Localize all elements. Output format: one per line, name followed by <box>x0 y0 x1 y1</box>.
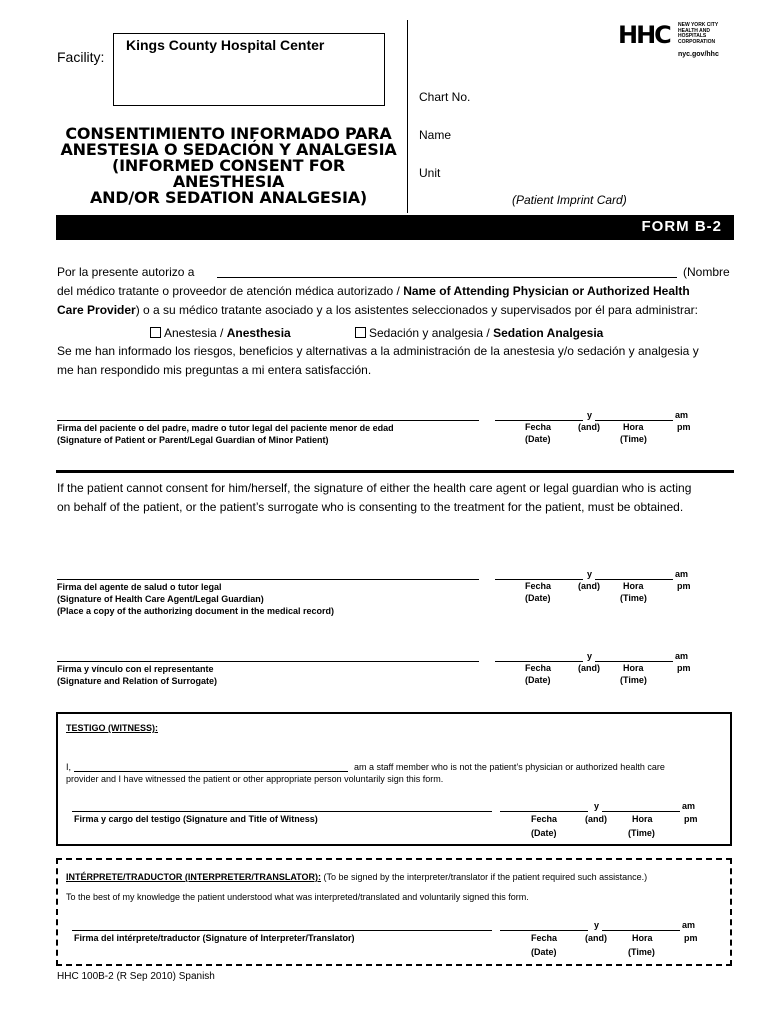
interpreter-statement: To the best of my knowledge the patient understood what was interpreted/translated and voluntarily signed this form. <box>66 892 529 902</box>
witness-signature-label: Firma y cargo del testigo (Signature and Title of Witness) <box>74 814 318 824</box>
interpreter-note: (To be signed by the interpreter/translator if the patient required such assistance.) <box>321 872 648 882</box>
consent-line3: Care Provider) o a su médico tratante asociado y a los asistentes seleccionados y supervisados por él para administrar: <box>57 303 698 317</box>
unit-label: Unit <box>419 166 441 180</box>
witness-statement-1: am a staff member who is not the patient’s physician or authorized health care <box>354 762 665 772</box>
facility-box[interactable] <box>113 33 385 106</box>
interpreter-heading-line <box>66 871 647 883</box>
section-divider <box>56 470 734 473</box>
informed-line1: Se me han informado los riesgos, beneficios y alternativas a la administración de la anestesia y/o sedación y analgesia y <box>57 344 699 358</box>
interpreter-heading: INTÉRPRETE/TRADUCTOR (INTERPRETER/TRANSLATOR): <box>66 872 321 882</box>
form-footer: HHC 100B-2 (R Sep 2010) Spanish <box>57 971 215 982</box>
surrogate-signature-line[interactable] <box>57 661 479 662</box>
interpreter-date-time: y am Fecha (Date) (and) Hora (Time) pm <box>500 919 710 959</box>
informed-line2: me han respondido mis preguntas a mi entera satisfacción. <box>57 363 372 377</box>
hhc-logo-url: nyc.gov/hhc <box>678 51 719 58</box>
cannot-consent-line2: on behalf of the patient, or the patient’s surrogate who is consenting to the treatment for the patient, must be obtained. <box>57 500 684 514</box>
witness-date-time: y am Fecha (Date) (and) Hora (Time) pm <box>500 800 710 840</box>
agent-signature-line[interactable] <box>57 579 479 580</box>
interpreter-date-field[interactable] <box>500 930 588 931</box>
agent-signature-label: Firma del agente de salud o tutor legal (Signature of Health Care Agent/Legal Guardian) (Place a copy of the authorizing document in the medical record) <box>57 582 335 616</box>
option-sedation[interactable]: Sedación y analgesia / Sedation Analgesia <box>355 324 603 343</box>
anesthesia-checkbox[interactable] <box>150 327 161 338</box>
form-bar <box>56 215 734 240</box>
witness-time-field[interactable] <box>602 811 680 812</box>
surrogate-date-time: y am Fecha (Date) (and) Hora (Time) pm <box>495 650 695 690</box>
interpreter-box <box>56 858 732 966</box>
interpreter-signature-label: Firma del intérprete/traductor (Signature of Interpreter/Translator) <box>74 933 355 943</box>
nombre-label: (Nombre <box>683 265 730 279</box>
chart-no-label: Chart No. <box>419 90 471 104</box>
witness-statement-2: provider and I have witnessed the patient or other appropriate person voluntarily sign this form. <box>66 774 444 784</box>
physician-name-field[interactable] <box>217 277 677 278</box>
header-divider <box>407 20 408 213</box>
patient-signature-line[interactable] <box>57 420 479 421</box>
witness-heading: TESTIGO (WITNESS): <box>66 723 158 733</box>
title-en-line2: AND/OR SEDATION ANALGESIA) <box>89 188 368 207</box>
patient-date-time: y am Fecha (Date) (and) Hora (Time) pm <box>495 409 695 449</box>
cannot-consent-line1: If the patient cannot consent for him/herself, the signature of either the health care agent or legal guardian who is acting <box>57 481 692 495</box>
witness-date-field[interactable] <box>500 811 588 812</box>
title-es-line2: ANESTESIA O SEDACIÓN Y ANALGESIA <box>60 140 397 159</box>
option-anesthesia[interactable]: Anestesia / Anesthesia <box>150 324 291 343</box>
witness-i-label: I, <box>66 762 72 772</box>
consent-line2: del médico tratante o proveedor de atención médica autorizado / Name of Attending Physician or Authorized Health <box>57 284 690 298</box>
witness-name-field[interactable] <box>74 771 348 772</box>
witness-signature-line[interactable] <box>72 811 492 812</box>
patient-imprint-label: (Patient Imprint Card) <box>512 193 627 207</box>
interpreter-signature-line[interactable] <box>72 930 492 931</box>
hhc-logo-mark: HHC <box>618 21 670 49</box>
title-es-line1: CONSENTIMIENTO INFORMADO PARA <box>65 124 392 143</box>
facility-name: Kings County Hospital Center <box>126 37 325 53</box>
authorize-prefix: Por la presente autorizo a <box>57 265 195 279</box>
facility-label: Facility: <box>57 49 105 65</box>
hhc-logo: HHC NEW YORK CITY HEALTH AND HOSPITALS CORPORATION nyc.gov/hhc <box>618 21 719 58</box>
title-en-line1: (INFORMED CONSENT FOR ANESTHESIA <box>112 156 345 191</box>
interpreter-time-field[interactable] <box>602 930 680 931</box>
witness-box <box>56 712 732 846</box>
agent-date-time: y am Fecha (Date) (and) Hora (Time) pm <box>495 568 695 608</box>
name-label: Name <box>419 128 452 142</box>
form-title <box>56 126 401 206</box>
surrogate-signature-label: Firma y vínculo con el representante (Signature and Relation of Surrogate) <box>57 664 218 686</box>
patient-signature-label: Firma del paciente o del padre, madre o tutor legal del paciente menor de edad (Signature of Patient or Parent/Legal Guardian of Minor Patient) <box>57 423 394 445</box>
sedation-checkbox[interactable] <box>355 327 366 338</box>
form-label: FORM B-2 <box>641 218 722 235</box>
